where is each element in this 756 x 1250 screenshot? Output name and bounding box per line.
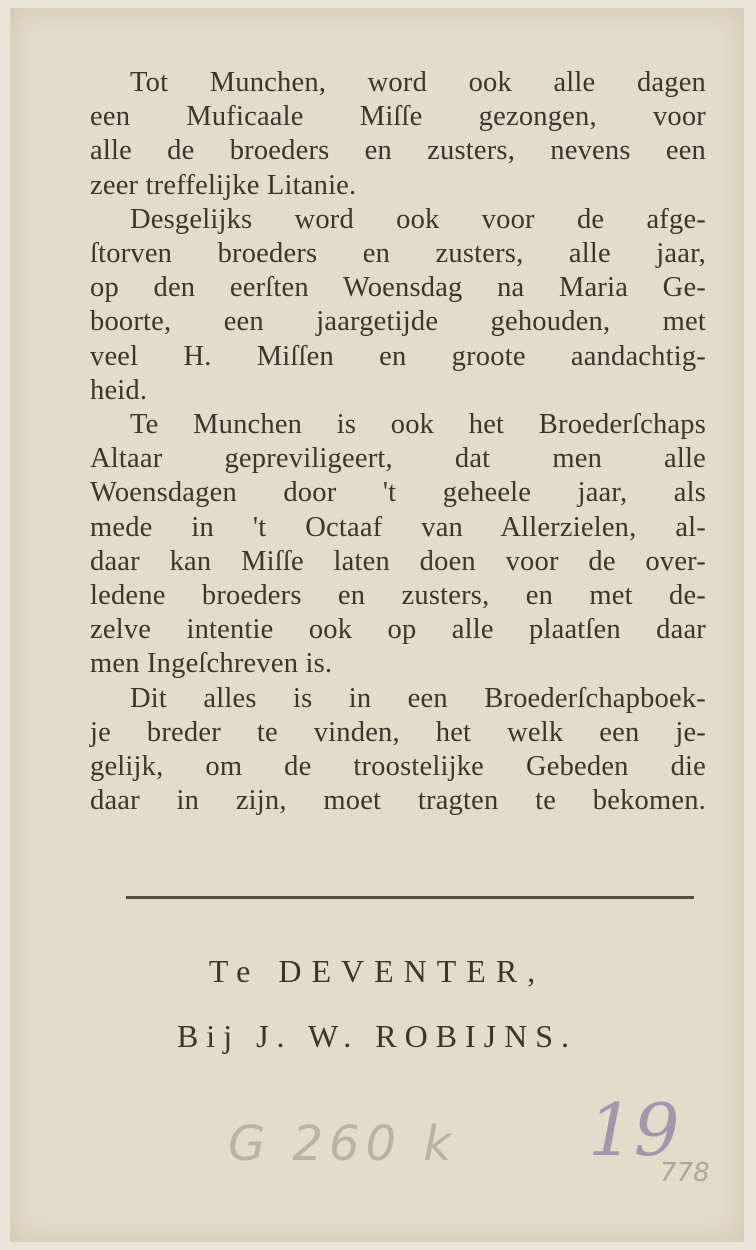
paragraph-1 (90, 66, 706, 203)
small-number: 778 (660, 1158, 710, 1188)
text-line: zeer treffelijke Litanie. (90, 169, 357, 201)
text-line: daar in zijn, moet tragten te bekomen. (90, 785, 706, 817)
text-line: je breder te vinden, het welk een je- (90, 716, 706, 748)
text-line: boorte, een jaargetijde gehouden, met (90, 306, 706, 338)
text-line: op den eerſten Woensdag na Maria Ge- (90, 272, 706, 304)
text-line: men Ingeſchreven is. (90, 648, 333, 680)
paragraph-4 (90, 682, 706, 819)
text-line: heid. (90, 374, 148, 406)
text-line: Desgelijks word ook voor de afge- (130, 203, 706, 235)
document-page (10, 8, 744, 1242)
text-line: alle de broeders en zusters, nevens een (90, 135, 706, 167)
text-line: ſtorven broeders en zusters, alle jaar, (90, 238, 706, 270)
text-line: ledene broeders en zusters, en met de- (90, 580, 706, 612)
text-line: Woensdagen door 't geheele jaar, als (90, 477, 706, 509)
imprint-place: Te DEVENTER, (208, 953, 546, 989)
ink-number: 19 (588, 1088, 680, 1172)
imprint-printer: Bij J. W. ROBIJNS. (176, 1018, 578, 1054)
text-line: Dit alles is in een Broederſchapboek- (130, 682, 706, 714)
paragraph-3 (90, 408, 706, 682)
text-line: gelijk, om de troostelijke Gebeden die (90, 751, 706, 783)
text-line: een Muficaale Miſſe gezongen, voor (90, 101, 706, 133)
text-line: Altaar gepreviligeert, dat men alle (90, 443, 706, 475)
paragraph-2 (90, 203, 706, 408)
text-line: mede in 't Octaaf van Allerzielen, al- (90, 511, 706, 543)
text-line: Te Munchen is ook het Broederſchaps (130, 409, 706, 441)
body-text (90, 66, 706, 818)
horizontal-rule (126, 896, 694, 899)
text-line: daar kan Miſſe laten doen voor de over- (90, 545, 706, 577)
pencil-shelfmark: G 260 k (228, 1116, 458, 1172)
text-line: Tot Munchen, word ook alle dagen (130, 67, 706, 98)
text-line: zelve intentie ook op alle plaatſen daar (90, 614, 706, 646)
text-line: veel H. Miſſen en groote aandachtig- (90, 340, 706, 372)
